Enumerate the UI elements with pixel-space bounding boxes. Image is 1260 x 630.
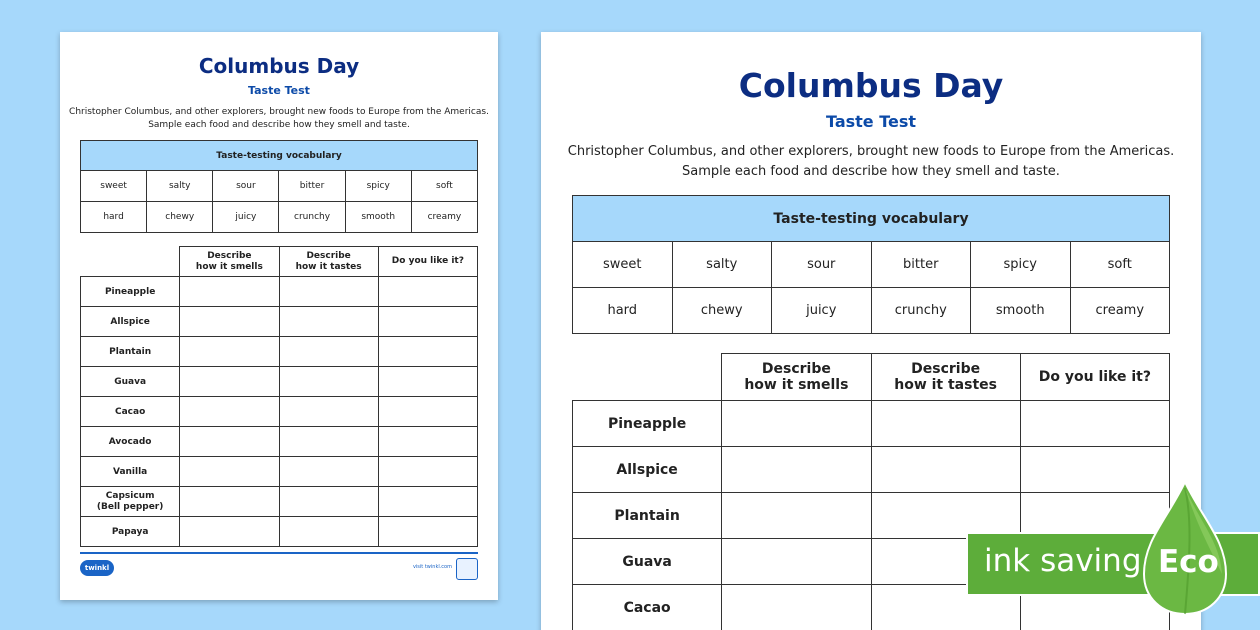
vocab-word: hard [573, 288, 673, 334]
answer-cell[interactable] [871, 401, 1020, 447]
food-name [81, 277, 180, 307]
food-label: Pineapple [104, 286, 156, 297]
food-name [573, 539, 722, 585]
taste-table [80, 246, 478, 547]
vocab-word: sour [213, 171, 279, 202]
intro-text [541, 142, 1201, 182]
answer-cell[interactable] [378, 337, 477, 367]
intro-text [60, 106, 498, 132]
answer-cell[interactable] [378, 427, 477, 457]
answer-cell[interactable] [722, 585, 871, 630]
col-smell [180, 247, 279, 277]
visit-link[interactable]: visit twinkl.com [412, 564, 452, 570]
vocab-word: chewy [672, 288, 772, 334]
vocab-word: spicy [971, 242, 1071, 288]
vocab-word: sweet [81, 171, 147, 202]
col-smell-line: how it smells [744, 377, 849, 393]
vocab-table [572, 195, 1170, 334]
vocab-word: creamy [411, 202, 477, 233]
col-taste-line: Describe [306, 251, 351, 262]
col-like: Do you like it? [1020, 354, 1169, 401]
answer-cell[interactable] [180, 457, 279, 487]
empty-corner [573, 354, 722, 401]
food-name [81, 397, 180, 427]
food-label: Plantain [614, 507, 680, 524]
page-title: Columbus Day [738, 66, 1004, 105]
answer-cell[interactable] [279, 367, 378, 397]
intro-line: Sample each food and describe how they smell and taste. [148, 120, 410, 130]
answer-cell[interactable] [180, 427, 279, 457]
food-label: Guava [622, 553, 672, 570]
col-smell-line: how it smells [195, 261, 263, 272]
answer-cell[interactable] [180, 367, 279, 397]
vocab-table [80, 140, 478, 233]
food-label: Avocado [108, 436, 152, 447]
ink-saving-label: ink saving [984, 543, 1142, 579]
col-smell [722, 354, 871, 401]
col-taste-line: Describe [911, 360, 981, 377]
food-label: Capsicum [105, 491, 155, 502]
eco-label: Eco [1158, 544, 1219, 580]
answer-cell[interactable] [378, 517, 477, 547]
intro-line: Christopher Columbus, and other explorers, brought new foods to Europe from the Americas. [69, 107, 489, 117]
page-footer [80, 552, 478, 582]
intro-line: Christopher Columbus, and other explorers, brought new foods to Europe from the Americas. [567, 144, 1175, 159]
answer-cell[interactable] [279, 337, 378, 367]
food-name [81, 457, 180, 487]
food-label: Plantain [109, 346, 152, 357]
food-name [573, 401, 722, 447]
food-label: Allspice [616, 461, 678, 478]
col-like: Do you like it? [378, 247, 477, 277]
vocab-word: spicy [345, 171, 411, 202]
answer-cell[interactable] [279, 427, 378, 457]
answer-cell[interactable] [722, 493, 871, 539]
answer-cell[interactable] [378, 397, 477, 427]
vocab-heading: Taste-testing vocabulary [81, 141, 478, 171]
quality-badge-icon [456, 558, 478, 580]
answer-cell[interactable] [378, 307, 477, 337]
vocab-word: bitter [279, 171, 345, 202]
vocab-word: soft [411, 171, 477, 202]
vocab-word: salty [147, 171, 213, 202]
answer-cell[interactable] [378, 277, 477, 307]
vocab-word: creamy [1070, 288, 1170, 334]
page-title: Columbus Day [198, 54, 360, 78]
twinkl-logo: twinkl [80, 560, 114, 576]
col-taste-line: how it tastes [295, 261, 362, 272]
answer-cell[interactable] [180, 277, 279, 307]
food-name [81, 307, 180, 337]
food-label: Guava [114, 376, 147, 387]
answer-cell[interactable] [1020, 401, 1169, 447]
vocab-word: bitter [871, 242, 971, 288]
answer-cell[interactable] [279, 397, 378, 427]
col-smell-line: Describe [761, 360, 831, 377]
food-name [573, 585, 722, 630]
answer-cell[interactable] [722, 539, 871, 585]
food-name [81, 487, 180, 517]
vocab-word: juicy [772, 288, 872, 334]
answer-cell[interactable] [279, 277, 378, 307]
answer-cell[interactable] [722, 401, 871, 447]
answer-cell[interactable] [180, 397, 279, 427]
answer-cell[interactable] [180, 307, 279, 337]
empty-corner [81, 247, 180, 277]
vocab-word: soft [1070, 242, 1170, 288]
col-taste [871, 354, 1020, 401]
food-name [81, 337, 180, 367]
answer-cell[interactable] [279, 487, 378, 517]
answer-cell[interactable] [180, 337, 279, 367]
answer-cell[interactable] [871, 447, 1020, 493]
vocab-word: juicy [213, 202, 279, 233]
food-name [573, 447, 722, 493]
vocab-word: chewy [147, 202, 213, 233]
page-subtitle: Taste Test [248, 84, 310, 97]
intro-line: Sample each food and describe how they smell and taste. [682, 164, 1060, 179]
vocab-word: sour [772, 242, 872, 288]
vocab-word: crunchy [279, 202, 345, 233]
food-label: (Bell pepper) [96, 501, 164, 512]
vocab-word: crunchy [871, 288, 971, 334]
answer-cell[interactable] [279, 517, 378, 547]
answer-cell[interactable] [279, 307, 378, 337]
answer-cell[interactable] [180, 487, 279, 517]
food-label: Vanilla [112, 466, 148, 477]
page-subtitle: Taste Test [825, 112, 917, 131]
food-label: Pineapple [607, 415, 687, 432]
food-label: Cacao [114, 406, 146, 417]
vocab-heading: Taste-testing vocabulary [573, 196, 1170, 242]
vocab-word: smooth [971, 288, 1071, 334]
food-name [81, 427, 180, 457]
food-name [573, 493, 722, 539]
answer-cell[interactable] [279, 457, 378, 487]
food-label: Allspice [110, 316, 150, 327]
food-label: Cacao [623, 599, 671, 616]
col-smell-line: Describe [207, 251, 252, 262]
vocab-word: sweet [573, 242, 673, 288]
vocab-word: hard [81, 202, 147, 233]
col-taste-line: how it tastes [894, 377, 997, 393]
answer-cell[interactable] [180, 517, 279, 547]
food-name [81, 517, 180, 547]
answer-cell[interactable] [378, 367, 477, 397]
food-name [81, 367, 180, 397]
col-taste [279, 247, 378, 277]
answer-cell[interactable] [722, 447, 871, 493]
answer-cell[interactable] [378, 457, 477, 487]
vocab-word: smooth [345, 202, 411, 233]
vocab-word: salty [672, 242, 772, 288]
answer-cell[interactable] [378, 487, 477, 517]
worksheet-thumbnail [60, 32, 498, 600]
food-label: Papaya [111, 526, 149, 537]
